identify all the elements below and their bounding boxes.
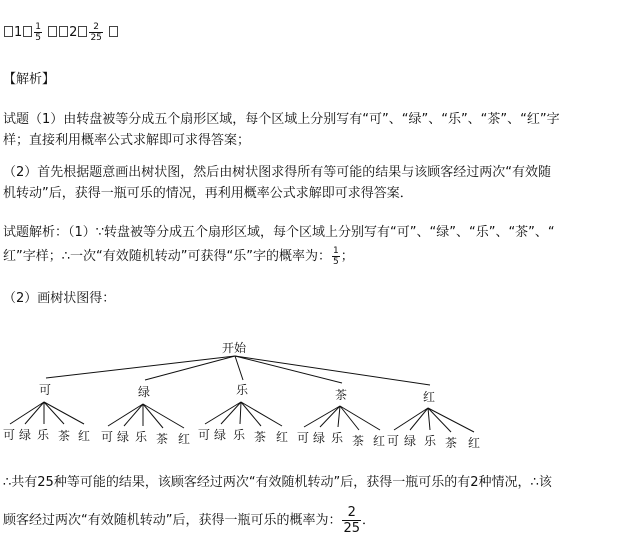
analysis-heading: 【解析】 [3,72,56,87]
tree-level1-node: 绿 [138,385,151,399]
fraction-denominator: 5 [332,257,339,267]
tree-leaf: 可 [198,428,211,442]
analysis-p1-line2: 样；直接利用概率公式求解即可求得答案； [3,133,251,148]
analysis-p2-line1: （2）首先根据题意画出树状图，然后由树状图求得所有等可能的结果与该顾客经过两次“有效随 [3,165,552,180]
tree-leaf: 可 [101,430,114,444]
tree-level1-node: 红 [423,390,436,404]
conclusion-end: ． [362,513,376,528]
analysis-p2-line2: 机转动”后，获得一瓶可乐的情况，再利用概率公式求解即可求得答案． [3,186,413,201]
tree-leaf: 乐 [331,431,344,445]
tree-leaf: 红 [468,436,481,450]
tree-level1-node: 乐 [236,383,249,397]
tree-leaf: 绿 [117,430,130,444]
answer-1-label: 1 [14,25,23,40]
tree-leaf: 可 [3,428,16,442]
tree-leaf: 红 [178,432,191,446]
analysis-p1-line1: 试题（1）由转盘被等分成五个扇形区域，每个区域上分别写有“可”、“绿”、“乐”、“茶”、“红”字 [3,112,560,127]
tree-leaf: 绿 [214,428,227,442]
tree-leaf: 可 [297,431,310,445]
tree-leaf: 乐 [424,434,437,448]
solution-line1: 试题解析：（1）∵转盘被等分成五个扇形区域，每个区域上分别写有“可”、“绿”、“乐”、“茶”、“ [3,225,555,240]
tree-leaf: 乐 [135,430,148,444]
fraction-denominator: 25 [90,33,102,43]
tree-leaf: 乐 [37,428,50,442]
solution-line2-text: 红”字样；∴一次“有效随机转动”可获得“乐”字的概率为： [3,249,331,264]
tree-leaf: 绿 [404,434,417,448]
tree-intro: （2）画树状图得： [3,291,116,306]
tree-level1-node: 可 [39,383,52,397]
fraction-numerator: 1 [332,246,339,256]
tree-leaf: 绿 [313,431,326,445]
tree-leaf: 可 [387,434,400,448]
fraction-numerator: 2 [342,505,361,521]
tree-leaf: 乐 [233,428,246,442]
tree-leaf: 绿 [19,428,32,442]
fraction-denominator: 5 [35,33,42,43]
tree-leaf: 茶 [156,432,169,446]
tree-leaf: 红 [373,434,386,448]
tree-leaf: 红 [276,430,289,444]
conclusion-line2-text: 顾客经过两次“有效随机转动”后，获得一瓶可乐的概率为： [3,513,342,528]
answer-2-label: 2 [69,25,78,40]
fraction-numerator: 1 [35,22,42,32]
final-probability-fraction [342,505,361,536]
tree-leaf: 红 [78,429,91,443]
tree-leaf: 茶 [445,436,458,450]
tree-root: 开始 [222,341,247,355]
tree-level1-node: 茶 [335,388,348,402]
solution-line2-end: ； [340,249,354,264]
fraction-numerator: 2 [89,22,102,33]
tree-leaf: 茶 [58,429,71,443]
conclusion-line2 [3,505,375,536]
conclusion-line1: ∴共有25种等可能的结果，该顾客经过两次“有效随机转动”后，获得一瓶可乐的有2种情况，∴该 [3,475,552,490]
tree-leaf: 茶 [254,430,267,444]
fraction-denominator: 25 [343,521,361,536]
tree-leaf: 茶 [352,434,365,448]
